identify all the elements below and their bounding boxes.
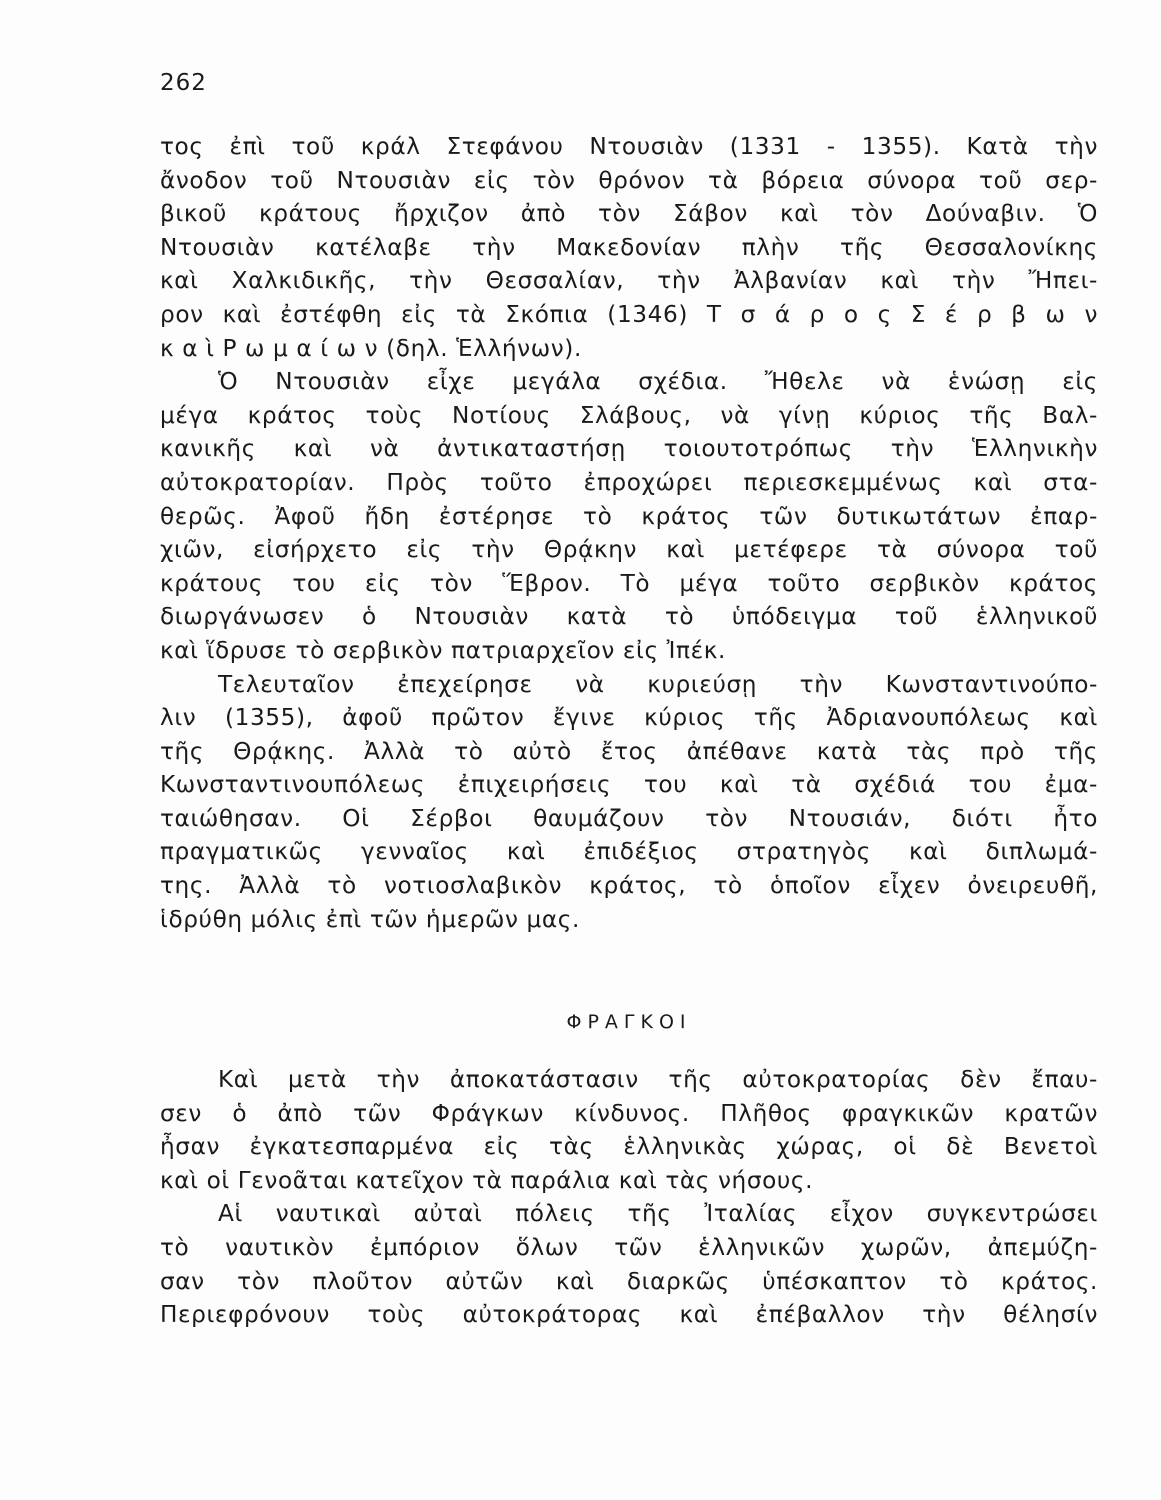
text-line: Αἱ ναυτικαὶ αὐταὶ πόλεις τῆς Ἰταλίας εἶχον συγκεντρώσει — [218, 1200, 1098, 1228]
text-line: Κωνσταντινουπόλεως ἐπιχειρήσεις του καὶ τὰ σχέδιά του ἐμα- — [160, 771, 1098, 799]
text-line: ταιώθησαν. Οἱ Σέρβοι θαυμάζουν τὸν Ντουσιάν, διότι ἦτο — [160, 804, 1098, 832]
text-line: διωργάνωσεν ὁ Ντουσιὰν κατὰ τὸ ὑπόδειγμα τοῦ ἑλληνικοῦ — [160, 603, 1098, 631]
text-line: σεν ὁ ἀπὸ τῶν Φράγκων κίνδυνος. Πλῆθος φραγκικῶν κρατῶν — [160, 1099, 1098, 1127]
text-line: βικοῦ κράτους ἤρχιζον ἀπὸ τὸν Σάβον καὶ τὸν Δούναβιν. Ὁ — [160, 200, 1098, 228]
text-line: Ὁ Ντουσιὰν εἶχε μεγάλα σχέδια. Ἤθελε νὰ ἑνώσῃ εἰς — [218, 368, 1098, 396]
text-line: θερῶς. Ἀφοῦ ἤδη ἐστέρησε τὸ κράτος τῶν δυτικωτάτων ἐπαρ- — [160, 502, 1098, 530]
text-line: μέγα κράτος τοὺς Νοτίους Σλάβους, νὰ γίνῃ κύριος τῆς Βαλ- — [160, 401, 1098, 429]
body-text-section-2 — [160, 1063, 1098, 1332]
text-line: καὶ Χαλκιδικῆς, τὴν Θεσσαλίαν, τὴν Ἀλβανίαν καὶ τὴν Ἤπει- — [160, 267, 1098, 295]
text-line: τος ἐπὶ τοῦ κράλ Στεφάνου Ντουσιὰν (1331 - 1355). Κατὰ τὴν — [160, 133, 1098, 160]
text-line: ἱδρύθη μόλις ἐπὶ τῶν ἡμερῶν μας. — [160, 905, 580, 933]
text-line: της. Ἀλλὰ τὸ νοτιοσλαβικὸν κράτος, τὸ ὁποῖον εἶχεν ὀνειρευθῆ, — [160, 872, 1098, 900]
text-line: χιῶν, εἰσήρχετο εἰς τὴν Θρᾴκην καὶ μετέφερε τὰ σύνορα τοῦ — [160, 536, 1098, 564]
text-line: ρον καὶ ἐστέφθη εἰς τὰ Σκόπια (1346) Τ σ ά ρ ο ς Σ έ ρ β ω ν — [160, 300, 1098, 328]
text-line: καὶ οἱ Γενοᾶται κατεῖχον τὰ παράλια καὶ τὰς νήσους. — [160, 1166, 814, 1194]
section-heading: ΦΡΑΓΚΟΙ — [566, 1011, 692, 1033]
text-line: λιν (1355), ἀφοῦ πρῶτον ἔγινε κύριος τῆς Ἀδριανουπόλεως καὶ — [160, 704, 1098, 732]
text-line: κ α ὶ Ρ ω μ α ί ω ν (δηλ. Ἑλλήνων). — [160, 334, 582, 362]
text-line: κράτους του εἰς τὸν Ἕβρον. Τὸ μέγα τοῦτο σερβικὸν κράτος — [160, 569, 1098, 597]
text-line: κανικῆς καὶ νὰ ἀντικαταστήσῃ τοιουτοτρόπως τὴν Ἑλληνικὴν — [160, 435, 1098, 463]
text-line: αὐτοκρατορίαν. Πρὸς τοῦτο ἐπροχώρει περιεσκεμμένως καὶ στα- — [160, 468, 1098, 496]
text-line: Καὶ μετὰ τὴν ἀποκατάστασιν τῆς αὐτοκρατορίας δὲν ἔπαυ- — [218, 1066, 1098, 1093]
text-line: Ντουσιὰν κατέλαβε τὴν Μακεδονίαν πλὴν τῆς Θεσσαλονίκης — [160, 233, 1098, 261]
text-line: Περιεφρόνουν τοὺς αὐτοκράτορας καὶ ἐπέβαλλον τὴν θέλησίν — [160, 1301, 1098, 1329]
text-line: ἄνοδον τοῦ Ντουσιὰν εἰς τὸν θρόνον τὰ βόρεια σύνορα τοῦ σερ- — [160, 166, 1098, 194]
text-line: καὶ ἵδρυσε τὸ σερβικὸν πατριαρχεῖον εἰς Ἰπέκ. — [160, 636, 726, 664]
text-line: ἦσαν ἐγκατεσπαρμένα εἰς τὰς ἑλληνικὰς χώρας, οἱ δὲ Βενετοὶ — [160, 1133, 1098, 1161]
page-number: 262 — [160, 70, 207, 96]
text-line: πραγματικῶς γενναῖος καὶ ἐπιδέξιος στρατηγὸς καὶ διπλωμά- — [160, 838, 1098, 866]
text-line: Τελευταῖον ἐπεχείρησε νὰ κυριεύσῃ τὴν Κωνσταντινούπο- — [218, 670, 1098, 698]
text-line: τῆς Θρᾴκης. Ἀλλὰ τὸ αὐτὸ ἔτος ἀπέθανε κατὰ τὰς πρὸ τῆς — [160, 737, 1098, 765]
text-line: τὸ ναυτικὸν ἐμπόριον ὅλων τῶν ἑλληνικῶν χωρῶν, ἀπεμύζη- — [160, 1233, 1098, 1261]
body-text-section-1 — [160, 130, 1098, 936]
text-line: σαν τὸν πλοῦτον αὐτῶν καὶ διαρκῶς ὑπέσκαπτον τὸ κράτος. — [160, 1267, 1098, 1295]
